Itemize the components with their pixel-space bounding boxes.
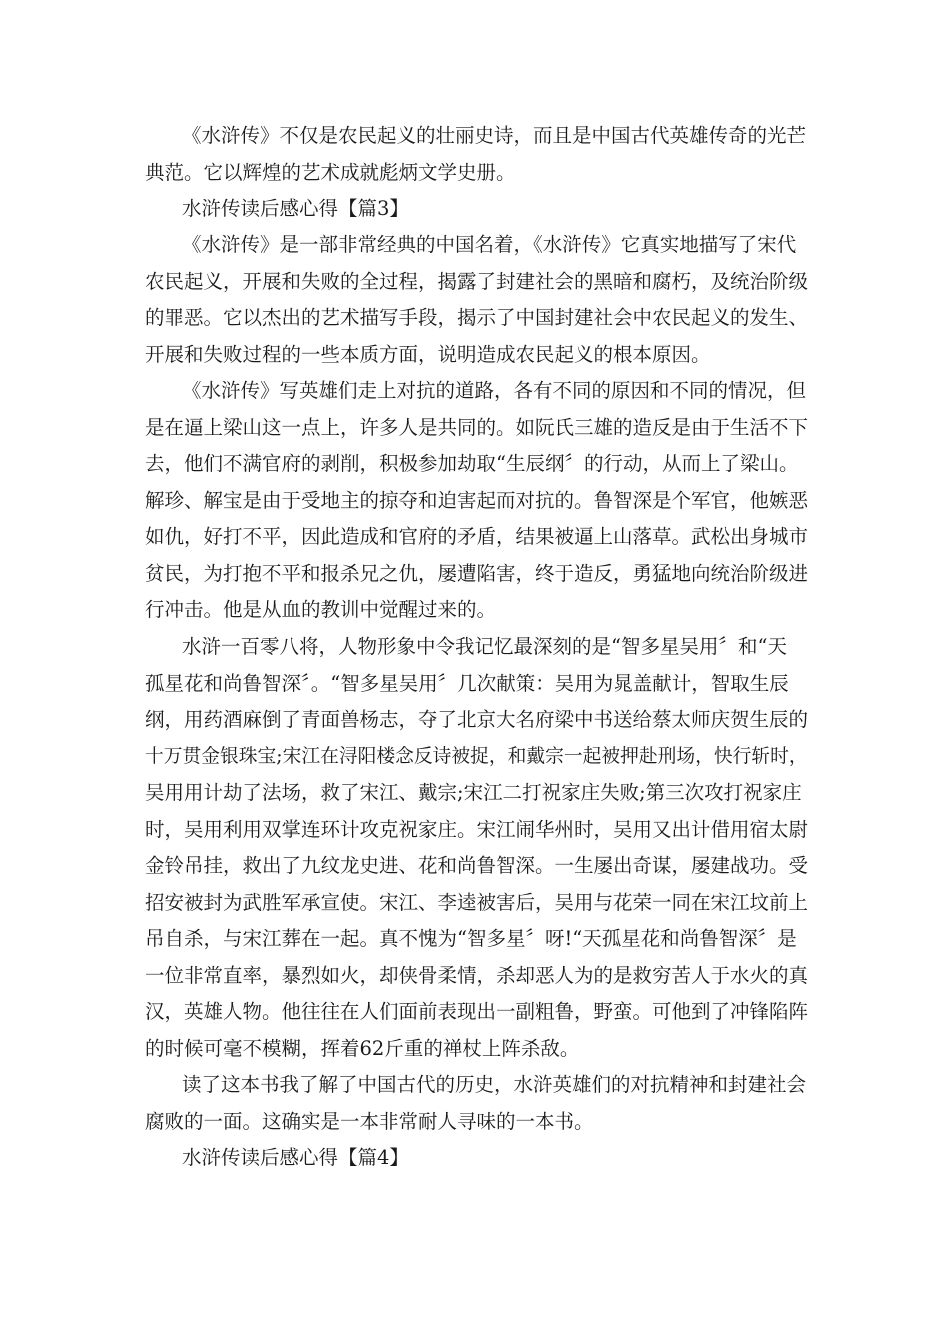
text-line: 腐败的一面。这确实是一本非常耐人寻味的一本书。 [145, 1110, 594, 1133]
text-line: 是在逼上梁山这一点上，许多人是共同的。如阮氏三雄的造反是由于生活不下 [145, 416, 809, 439]
text-line: 读了这本书我了解了中国古代的历史，水浒英雄们的对抗精神和封建社会 [182, 1073, 807, 1096]
text-line: 孤星花和尚鲁智深〞。“智多星吴用〞几次献策：吴用为晁盖献计，智取生辰 [145, 672, 789, 695]
text-line: 《水浒传》是一部非常经典的中国名着，《水浒传》它真实地描写了宋代 [182, 233, 797, 256]
text-line: 金铃吊挂，救出了九纹龙史进、花和尚鲁智深。一生屡出奇谋，屡建战功。受 [145, 854, 809, 877]
text-line: 纲，用药酒麻倒了青面兽杨志，夺了北京大名府梁中书送给蔡太师庆贺生辰的 [145, 708, 809, 731]
text-line: 《水浒传》写英雄们走上对抗的道路，各有不同的原因和不同的情况，但 [182, 379, 807, 402]
text-line: 解珍、解宝是由于受地主的掠夺和迫害起而对抗的。鲁智深是个军官，他嫉恶 [145, 489, 809, 512]
text-line: 行冲击。他是从血的教训中觉醒过来的。 [145, 598, 497, 621]
text-line: 吴用用计劫了法场，救了宋江、戴宗;宋江二打祝家庄失败;第三次攻打祝家庄 [145, 781, 802, 804]
text-line: 吊自杀，与宋江葬在一起。真不愧为“智多星〞呀!“天孤星花和尚鲁智深〞是 [145, 927, 797, 950]
text-line: 时，吴用利用双掌连环计攻克祝家庄。宋江闹华州时，吴用又出计借用宿太尉 [145, 818, 809, 841]
text-line: 的罪恶。它以杰出的艺术描写手段，揭示了中国封建社会中农民起义的发生、 [145, 306, 809, 329]
text-line: 十万贯金银珠宝;宋江在浔阳楼念反诗被捉，和戴宗一起被押赴刑场，快行斩时， [145, 746, 808, 767]
text-line: 去，他们不满官府的剥削，积极参加劫取“生辰纲〞的行动，从而上了梁山。 [145, 452, 799, 475]
text-line: 一位非常直率，暴烈如火，却侠骨柔情，杀却恶人为的是救穷苦人于水火的真 [145, 964, 809, 987]
text-line: 汉，英雄人物。他往往在人们面前表现出一副粗鲁，野蛮。可他到了冲锋陷阵 [145, 1000, 809, 1023]
section-heading: 水浒传读后感心得【篇3】 [182, 197, 409, 220]
text-line: 典范。它以辉煌的艺术成就彪炳文学史册。 [145, 161, 516, 184]
text-line: 农民起义，开展和失败的全过程，揭露了封建社会的黑暗和腐朽，及统治阶级 [145, 270, 809, 293]
text-line: 开展和失败过程的一些本质方面，说明造成农民起义的根本原因。 [145, 343, 711, 366]
text-line: 招安被封为武胜军承宣使。宋江、李逵被害后，吴用与花荣一同在宋江坟前上 [145, 891, 809, 914]
text-line: 贫民，为打抱不平和报杀兄之仇，屡遭陷害，终于造反，勇猛地向统治阶级进 [145, 562, 809, 585]
text-line: 水浒一百零八将，人物形象中令我记忆最深刻的是“智多星吴用〞和“天 [182, 635, 787, 658]
section-heading: 水浒传读后感心得【篇4】 [182, 1146, 409, 1169]
text-line: 如仇，好打不平，因此造成和官府的矛盾，结果被逼上山落草。武松出身城市 [145, 525, 809, 548]
text-line: 的时候可毫不模糊，挥着62斤重的禅杖上阵杀敌。 [145, 1037, 580, 1060]
text-line: 《水浒传》不仅是农民起义的壮丽史诗，而且是中国古代英雄传奇的光芒 [182, 124, 807, 147]
